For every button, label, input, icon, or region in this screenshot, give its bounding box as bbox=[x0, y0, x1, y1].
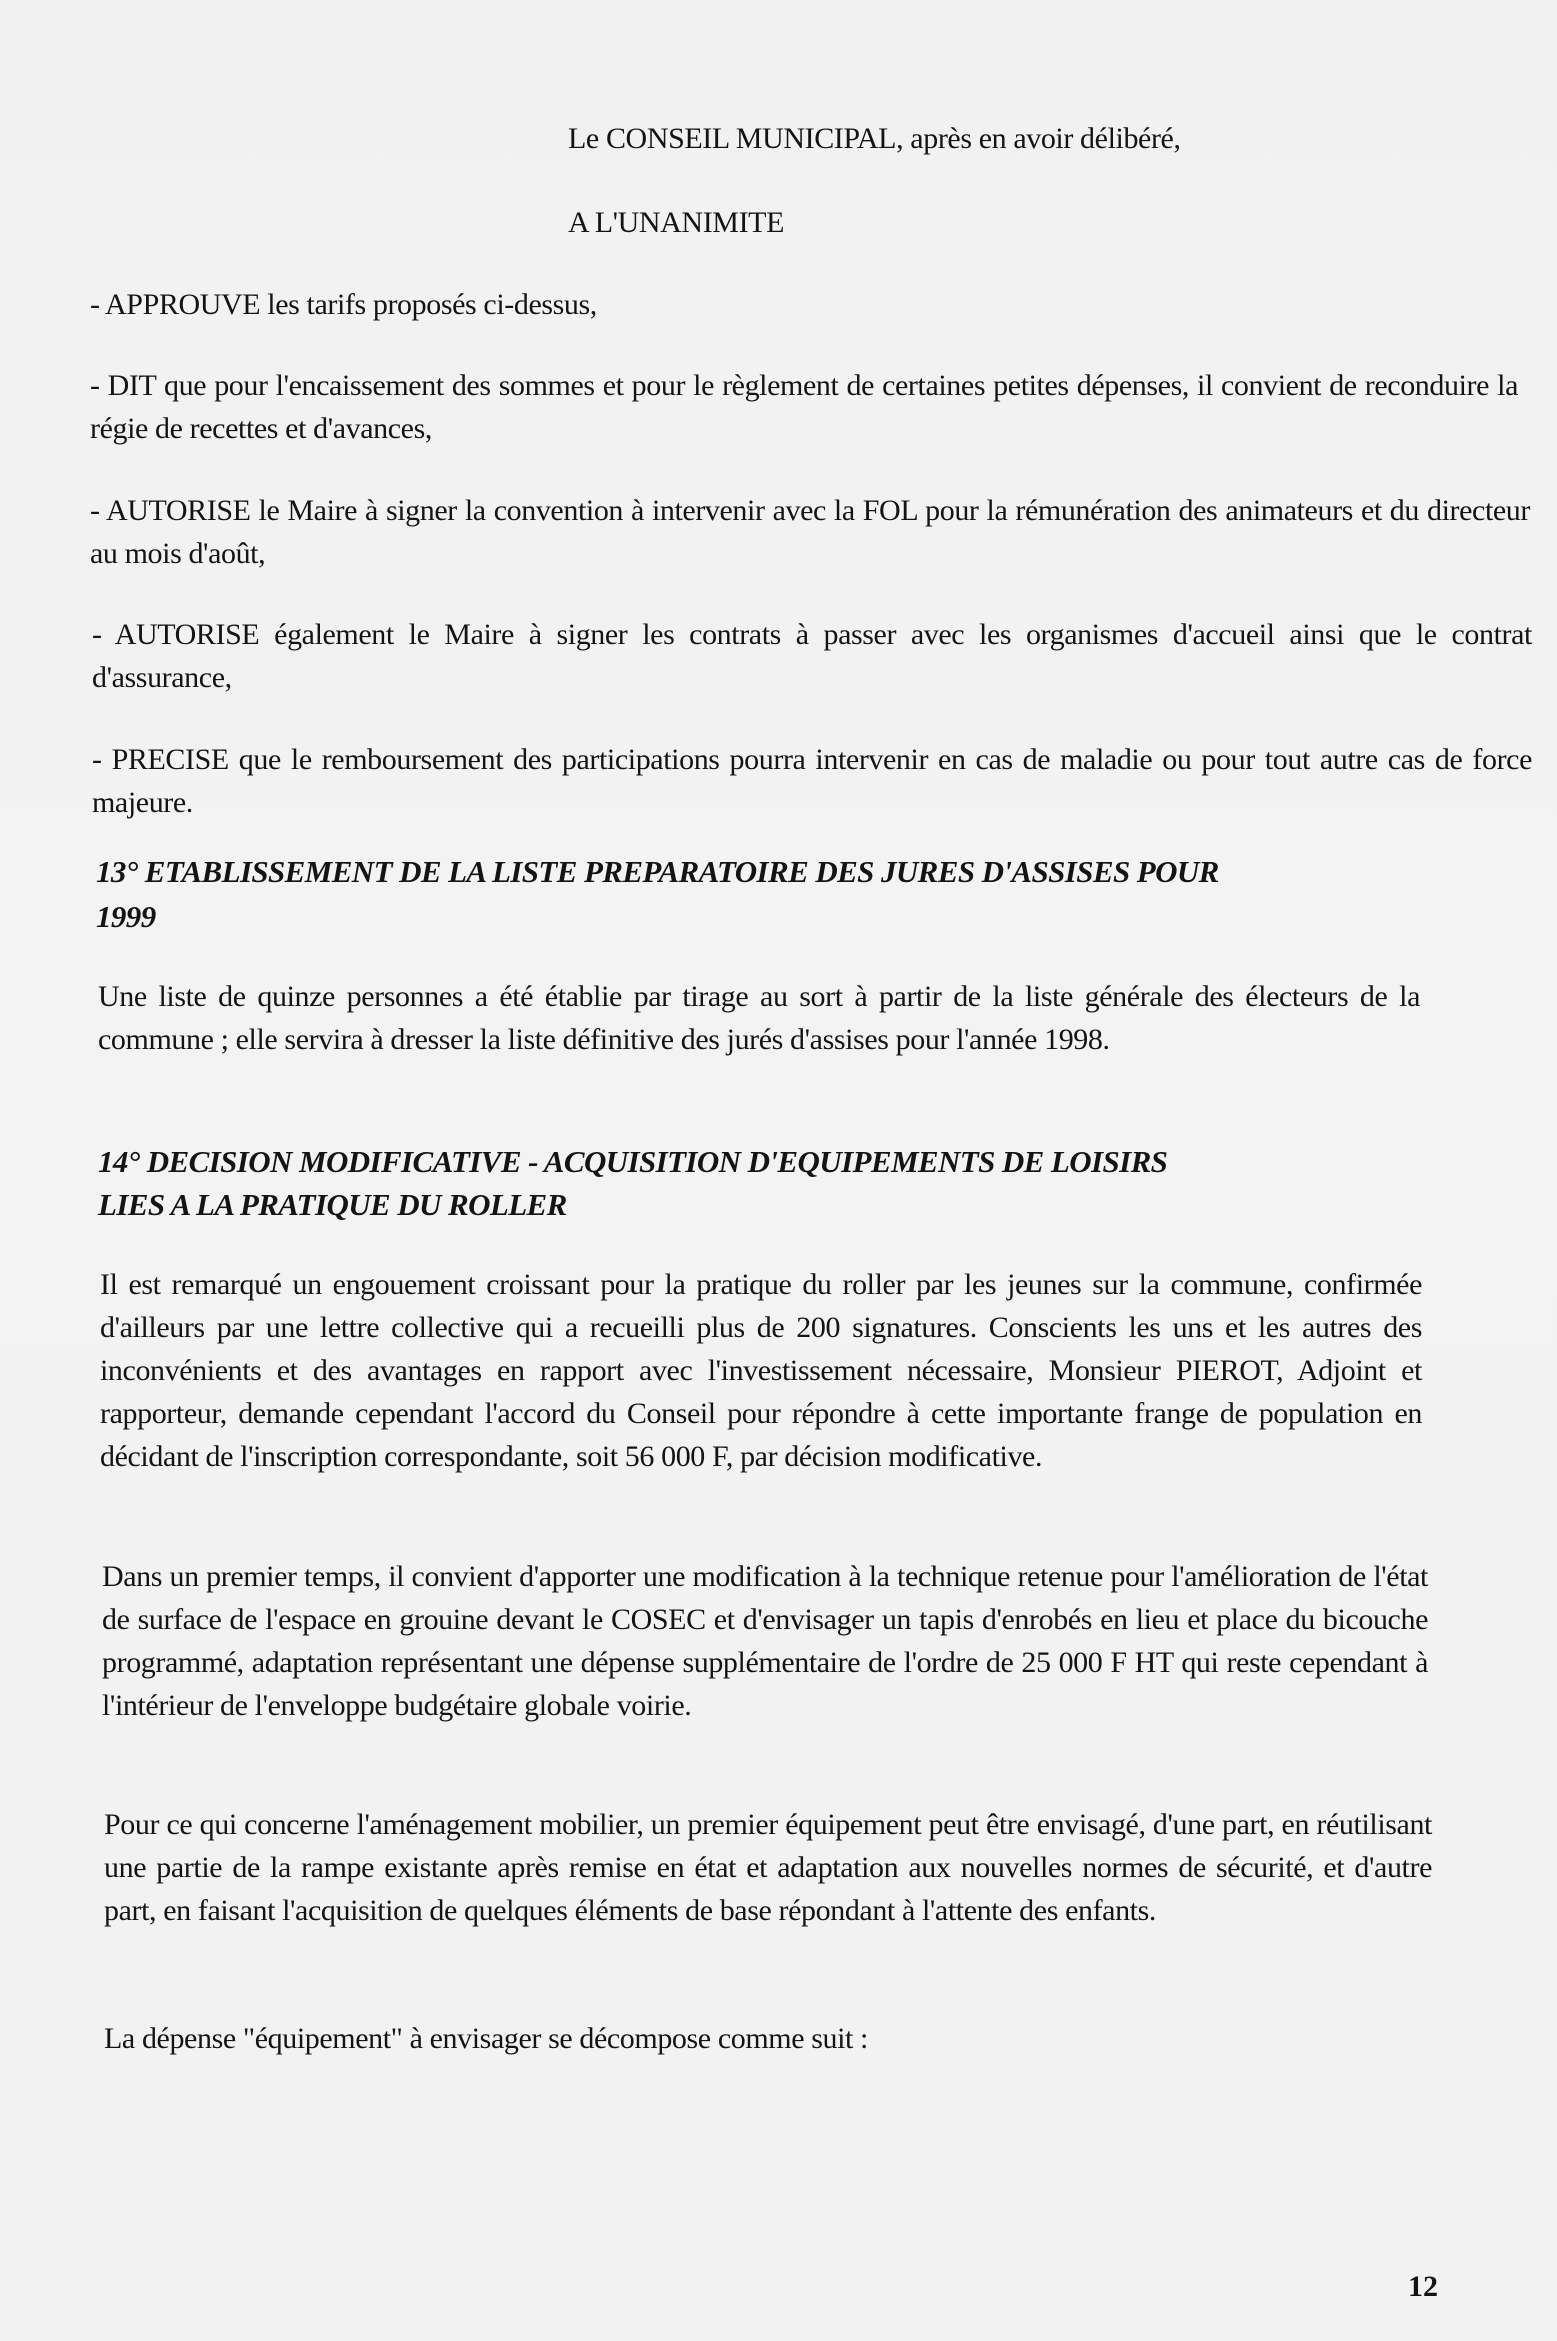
section-13-title-year: 1999 bbox=[96, 899, 156, 934]
section-14-paragraph-equipment: Pour ce qui concerne l'aménagement mobilier, un premier équipement peut être envisagé, d'une part, en réutilisant une partie de la rampe existante après remise en état et adaptation aux nouvelles normes de sécurité, et d'autre part, en faisant l'acquisition de quelques éléments de base répondant à l'attente des enfants. bbox=[104, 1808, 1432, 1927]
section-14-title: 14° DECISION MODIFICATIVE - ACQUISITION D'EQUIPEMENTS DE LOISIRS bbox=[98, 1144, 1168, 1179]
resolution-autorise-contrats: - AUTORISE également le Maire à signer les contrats à passer avec les organismes d'accueil ainsi que le contrat d'assurance, bbox=[92, 618, 1532, 694]
resolution-approuve: - APPROUVE les tarifs proposés ci-dessus, bbox=[90, 288, 597, 321]
section-13-title: 13° ETABLISSEMENT DE LA LISTE PREPARATOIRE DES JURES D'ASSISES POUR bbox=[96, 854, 1219, 889]
section-14-paragraph-surface: Dans un premier temps, il convient d'apporter une modification à la technique retenue pour l'amélioration de l'état de surface de l'espace en grouine devant le COSEC et d'envisager un tapis d'enrobés en lieu et place du bicouche programmé, adaptation représentant une dépense supplémentaire de l'ordre de 25 000 F HT qui reste cependant à l'intérieur de l'enveloppe budgétaire globale voirie. bbox=[102, 1560, 1428, 1722]
section-14-paragraph-roller: Il est remarqué un engouement croissant pour la pratique du roller par les jeunes sur la commune, confirmée d'ailleurs par une lettre collective qui a recueilli plus de 200 signatures. Conscients les uns et les autres des inconvénients et des avantages en rapport avec l'investissement nécessaire, Monsieur PIEROT, Adjoint et rapporteur, demande cependant l'accord du Conseil pour répondre à cette importante frange de population en décidant de l'inscription correspondante, soit 56 000 F, par décision modificative. bbox=[100, 1268, 1422, 1473]
resolution-precise: - PRECISE que le remboursement des participations pourra intervenir en cas de maladie ou pour tout autre cas de force majeure. bbox=[92, 743, 1532, 819]
page-number: 12 bbox=[1408, 2270, 1438, 2303]
section-13-paragraph: Une liste de quinze personnes a été établie par tirage au sort à partir de la liste générale des électeurs de la commune ; elle servira à dresser la liste définitive des jurés d'assises pour l'année 1998. bbox=[98, 980, 1420, 1056]
section-14-title-line2: LIES A LA PRATIQUE DU ROLLER bbox=[98, 1187, 567, 1222]
resolution-dit: - DIT que pour l'encaissement des sommes et pour le règlement de certaines petites dépenses, il convient de reconduire la régie de recettes et d'avances, bbox=[90, 369, 1518, 445]
section-14-expense-intro: La dépense "équipement" à envisager se décompose comme suit : bbox=[104, 2022, 868, 2055]
council-deliberation-line: Le CONSEIL MUNICIPAL, après en avoir délibéré, bbox=[568, 122, 1181, 155]
resolution-autorise-fol: - AUTORISE le Maire à signer la convention à intervenir avec la FOL pour la rémunération des animateurs et du directeur au mois d'août, bbox=[90, 494, 1530, 570]
unanimity-line: A L'UNANIMITE bbox=[568, 206, 785, 239]
